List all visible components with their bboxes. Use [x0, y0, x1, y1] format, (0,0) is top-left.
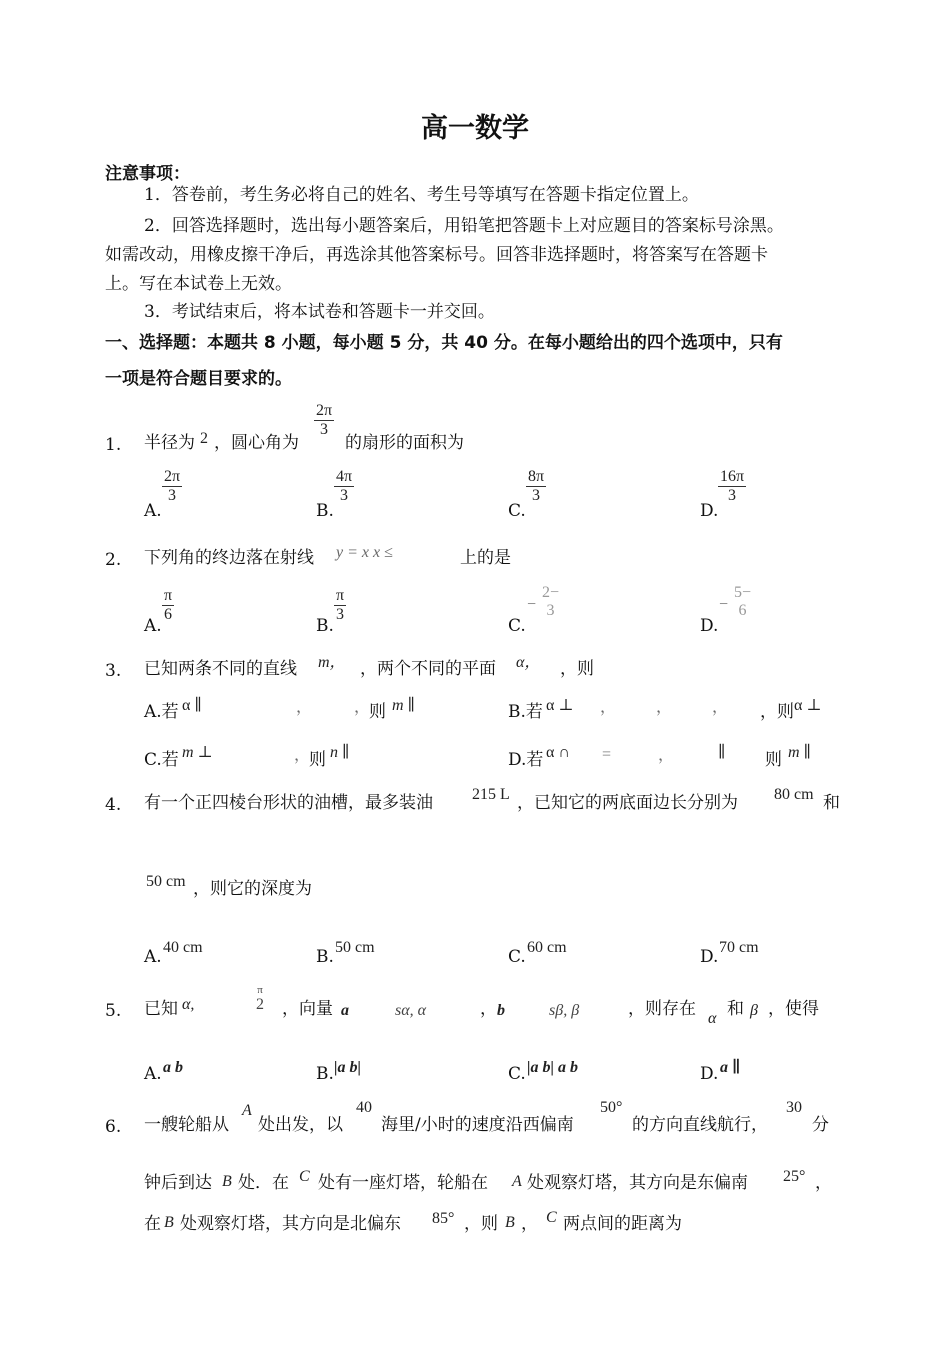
math-expr: B — [164, 1214, 174, 1231]
question-text: ，圆心角为 — [214, 433, 299, 453]
math-expr: ， — [712, 699, 729, 716]
question-text: 的扇形的面积为 — [345, 433, 464, 453]
fraction — [732, 584, 753, 620]
question-number: 4. — [105, 795, 122, 815]
option-value: 40 cm — [163, 939, 203, 956]
question-text: 处观察灯塔，其方向是北偏东 — [180, 1214, 401, 1234]
fraction — [334, 468, 354, 505]
math-expr: m， — [318, 654, 346, 671]
option-label: C. — [508, 947, 526, 967]
fraction-denominator: 3 — [168, 487, 177, 504]
fraction-numerator: 2− — [542, 584, 560, 601]
question-number: 5. — [105, 1001, 122, 1021]
math-expr: n ∥ — [330, 744, 350, 761]
math-expr: a b — [163, 1059, 183, 1076]
math-expr: A — [512, 1173, 522, 1190]
question-text: ，则 — [464, 1214, 498, 1234]
math-expr: 40 — [356, 1099, 372, 1116]
option-text: 则 — [369, 702, 386, 722]
question-text: ，两个不同的平面 — [360, 659, 496, 679]
question-number: 3. — [105, 661, 122, 681]
question-text: ，使得 — [768, 999, 819, 1019]
question-text: 处观察灯塔，其方向是东偏南 — [527, 1173, 748, 1193]
question-text: 半径为 — [144, 433, 195, 453]
fraction — [718, 468, 746, 505]
math-expr: B — [222, 1173, 232, 1190]
math-expr: α — [708, 1010, 717, 1027]
question-text: 处．在 — [238, 1173, 289, 1193]
math-expr: α， — [516, 654, 541, 671]
fraction-denominator: 3 — [546, 602, 555, 619]
fraction-numerator: 4π — [336, 468, 353, 485]
section-heading: 一、选择题：本题共 8 小题，每小题 5 分，共 40 分。在每小题给出的四个选项中，只有 — [105, 333, 783, 353]
math-expr: y = x x ≤ — [336, 544, 393, 561]
option-label: C.若 — [144, 750, 179, 770]
math-expr: 2 — [200, 430, 208, 447]
option-label: D. — [700, 1064, 719, 1084]
option-label: A. — [144, 616, 162, 636]
math-expr: 50° — [600, 1099, 623, 1116]
question-text: 的方向直线航行， — [632, 1115, 768, 1135]
option-label: B. — [316, 501, 334, 521]
math-expr: 30 — [786, 1099, 802, 1116]
math-expr: ， — [354, 699, 371, 716]
fraction-denominator: 6 — [164, 606, 173, 623]
question-text: ， — [815, 1173, 832, 1193]
fraction-denominator: 6 — [738, 602, 747, 619]
question-number: 2. — [105, 550, 122, 570]
fraction-denominator: 2 — [256, 996, 264, 1013]
math-expr: 215 L — [472, 786, 510, 803]
fraction-numerator: 16π — [720, 468, 745, 485]
section-heading: 一项是符合题目要求的。 — [105, 369, 292, 389]
option-label: B.若 — [508, 702, 543, 722]
fraction-numerator: 2π — [164, 468, 181, 485]
math-expr: ， — [600, 699, 617, 716]
fraction-numerator: π — [164, 587, 173, 604]
option-text: 则 — [309, 750, 326, 770]
notice-item: 1．答卷前，考生务必将自己的姓名、考生号等填写在答题卡指定位置上。 — [144, 185, 699, 205]
option-label: D. — [700, 501, 719, 521]
math-expr: ∥ — [718, 744, 726, 761]
page-title: 高一数学 — [421, 113, 529, 144]
option-label: A.若 — [144, 702, 179, 722]
option-label: A. — [144, 501, 162, 521]
fraction-numerator: π — [336, 587, 345, 604]
math-expr: C — [546, 1209, 557, 1226]
question-number: 1. — [105, 435, 122, 455]
option-text: ，则 — [760, 702, 794, 722]
math-expr: 50 cm — [146, 873, 186, 890]
option-value: 50 cm — [335, 939, 375, 956]
question-text: 分 — [812, 1115, 829, 1135]
question-number: 6. — [105, 1117, 122, 1137]
math-expr: β — [750, 1002, 758, 1019]
fraction-denominator: 3 — [336, 606, 345, 623]
option-label: C. — [508, 501, 526, 521]
option-value: 70 cm — [719, 939, 759, 956]
option-label: A. — [144, 947, 162, 967]
math-expr: sα, α — [395, 1002, 427, 1019]
notice-item: 3．考试结束后，将本试卷和答题卡一并交回。 — [144, 302, 495, 322]
question-text: 海里/小时的速度沿西偏南 — [381, 1115, 574, 1135]
math-expr: ， — [658, 747, 675, 764]
math-expr: sβ, β — [549, 1002, 580, 1019]
question-text: 已知两条不同的直线 — [144, 659, 297, 679]
notice-item: 如需改动，用橡皮擦干净后，再选涂其他答案标号。回答非选择题时，将答案写在答题卡 — [105, 245, 768, 265]
notice-heading: 注意事项： — [105, 164, 190, 184]
math-expr: = — [602, 746, 612, 763]
math-expr: 85° — [432, 1210, 455, 1227]
fraction-denominator: 3 — [728, 487, 737, 504]
math-sign: − — [527, 596, 537, 613]
math-expr: |a b| — [334, 1059, 362, 1076]
notice-item: 2．回答选择题时，选出每小题答案后，用铅笔把答题卡上对应题目的答案标号涂黑。 — [144, 216, 784, 236]
fraction-denominator: 3 — [340, 487, 349, 504]
math-expr: ， — [656, 699, 673, 716]
math-expr: a ∥ — [720, 1059, 741, 1076]
math-expr: m ∥ — [788, 744, 811, 761]
vector-b: b — [497, 1002, 505, 1019]
question-text: 钟后到达 — [144, 1173, 212, 1193]
math-expr: α ⊥ — [546, 697, 574, 714]
option-text: 则 — [765, 750, 782, 770]
fraction-denominator: 3 — [320, 421, 329, 438]
math-expr: 80 cm — [774, 786, 814, 803]
math-expr: α ∥ — [182, 697, 202, 714]
fraction-numerator: π — [257, 984, 263, 996]
math-expr: 25° — [783, 1168, 806, 1185]
question-text: 已知 — [144, 999, 178, 1019]
option-label: D.若 — [508, 750, 544, 770]
math-expr: C — [299, 1168, 310, 1185]
question-text: 两点间的距离为 — [563, 1214, 682, 1234]
fraction-numerator: 8π — [528, 468, 545, 485]
option-label: B. — [316, 1064, 334, 1084]
option-label: D. — [700, 947, 719, 967]
option-value: 60 cm — [527, 939, 567, 956]
fraction-numerator: 5− — [734, 584, 752, 601]
option-label: A. — [144, 1064, 162, 1084]
question-text: ，则它的深度为 — [193, 879, 312, 899]
math-expr: m ⊥ — [182, 744, 213, 761]
question-text: 和 — [823, 793, 840, 813]
question-text: ，则存在 — [628, 999, 696, 1019]
question-text: 处有一座灯塔，轮船在 — [318, 1173, 488, 1193]
question-text: 处出发，以 — [258, 1115, 343, 1135]
fraction — [540, 584, 561, 620]
question-text: ， — [521, 1214, 538, 1234]
question-text: ，向量 — [282, 999, 333, 1019]
question-text: 和 — [727, 999, 744, 1019]
question-text: ， — [480, 999, 497, 1019]
fraction — [314, 402, 334, 439]
option-label: C. — [508, 616, 526, 636]
option-label: B. — [316, 616, 334, 636]
math-expr: |a b| a b — [527, 1059, 579, 1076]
question-text: ，已知它的两底面边长分别为 — [517, 793, 738, 813]
math-expr: α ∩ — [546, 744, 570, 761]
fraction — [334, 587, 346, 624]
fraction — [254, 984, 266, 1014]
math-expr: α ⊥ — [794, 697, 822, 714]
question-text: 在 — [144, 1214, 161, 1234]
question-text: 上的是 — [460, 548, 511, 568]
vector-a: a — [341, 1002, 349, 1019]
option-label: B. — [316, 947, 334, 967]
notice-item: 上。写在本试卷上无效。 — [105, 274, 292, 294]
math-expr: B — [505, 1214, 515, 1231]
fraction-denominator: 3 — [532, 487, 541, 504]
math-sign: − — [719, 596, 729, 613]
question-text: ，则 — [560, 659, 594, 679]
fraction — [526, 468, 546, 505]
math-expr: α, — [182, 996, 195, 1013]
fraction — [162, 468, 182, 505]
question-text: 下列角的终边落在射线 — [144, 548, 314, 568]
question-text: 有一个正四棱台形状的油槽，最多装油 — [144, 793, 433, 813]
math-expr: ， — [294, 747, 311, 764]
fraction-numerator: 2π — [316, 402, 333, 419]
question-text: 一艘轮船从 — [144, 1115, 229, 1135]
math-expr: ， — [296, 699, 313, 716]
option-label: C. — [508, 1064, 526, 1084]
math-expr: A — [242, 1102, 252, 1119]
math-expr: m ∥ — [392, 697, 415, 714]
option-label: D. — [700, 616, 719, 636]
fraction — [162, 587, 174, 624]
